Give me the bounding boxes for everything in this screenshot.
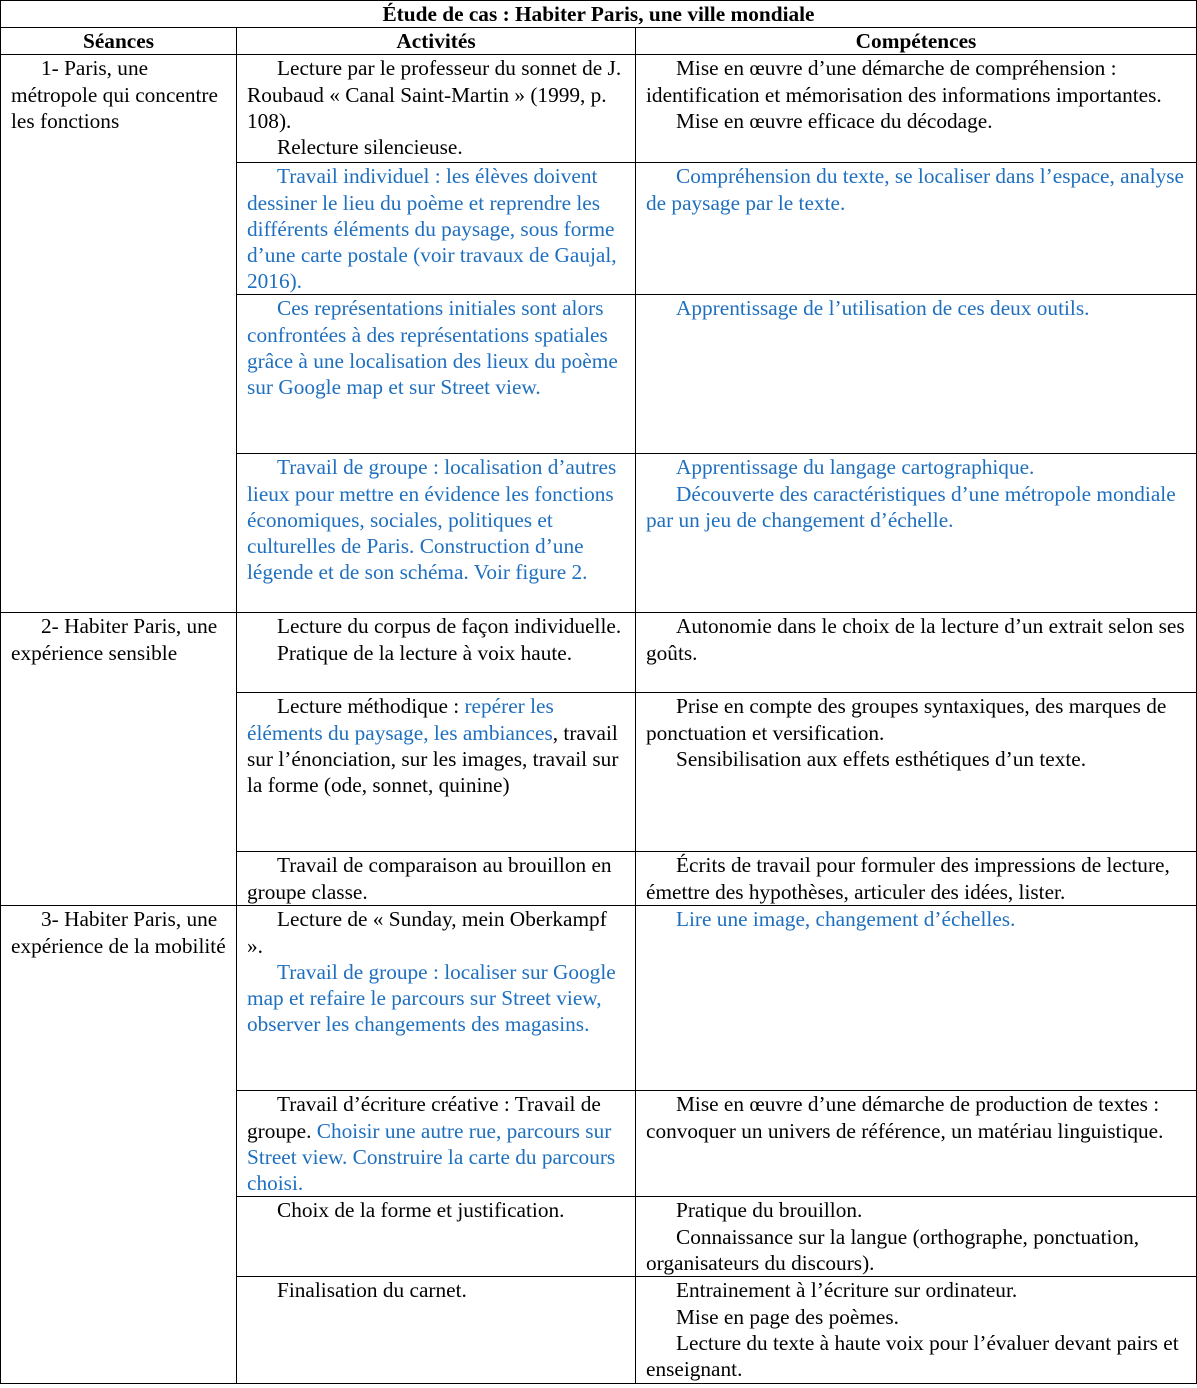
skill-cell: [636, 295, 1197, 454]
activity-text: Lecture méthodique :: [277, 694, 465, 719]
skill-paragraph: Entrainement à l’écriture sur ordinateur.: [676, 1278, 1018, 1303]
skill-cell: [636, 852, 1197, 906]
activity-text: , travail sur l’énonciation, sur les images, travail sur la forme (ode, sonnet, quinine): [247, 720, 619, 798]
skill-paragraph: Lecture du texte à haute voix pour l’évaluer devant pairs et enseignant.: [646, 1330, 1179, 1382]
activity-cell: [237, 1277, 636, 1384]
session-cell: [1, 906, 237, 1384]
activity-cell: [237, 1197, 636, 1277]
skill-cell: [636, 906, 1197, 1091]
activity-paragraph: Finalisation du carnet.: [277, 1278, 467, 1303]
skill-cell: [636, 1277, 1197, 1384]
activity-paragraph: Lecture de « Sunday, mein Oberkampf ».: [247, 907, 607, 958]
activity-paragraph: Travail individuel : les élèves doivent dessiner le lieu du poème et reprendre les différents éléments du paysage, sous forme d’une carte postale (voir travaux de Gaujal, 2016).: [247, 164, 617, 294]
table-row: [1, 906, 1197, 1091]
skill-cell: [636, 163, 1197, 295]
session-label: 3- Habiter Paris, une expérience de la mobilité: [11, 907, 226, 958]
activity-paragraph: Travail de groupe : localiser sur Google map et refaire le parcours sur Street view, observer les changements des magasins.: [247, 959, 616, 1037]
skill-cell: [636, 613, 1197, 693]
activity-cell: [237, 55, 636, 163]
activity-paragraph: Travail de groupe : localisation d’autres lieux pour mettre en évidence les fonctions économiques, sociales, politiques et culturelles de Paris. Construction d’une légende et de son schéma. Voir figure 2.: [247, 455, 617, 585]
skill-paragraph: Mise en page des poèmes.: [676, 1304, 899, 1329]
skill-paragraph: Prise en compte des groupes syntaxiques, des marques de ponctuation et versification.: [646, 694, 1167, 745]
activity-highlight: Choisir une autre rue, parcours sur Street view. Construire la carte du parcours choisi.: [247, 1118, 616, 1196]
activity-paragraph: Ces représentations initiales sont alors confrontées à des représentations spatiales grâce à une localisation des lieux du poème sur Google map et sur Street view.: [247, 296, 618, 400]
activity-cell: [237, 454, 636, 613]
activity-cell: [237, 613, 636, 693]
table-row: [1, 613, 1197, 693]
skill-paragraph: Mise en œuvre d’une démarche de compréhension : identification et mémorisation des informations importantes.: [646, 56, 1162, 107]
skill-paragraph: Connaissance sur la langue (orthographe, ponctuation, organisateurs du discours).: [646, 1224, 1140, 1275]
activity-highlight: repérer les éléments du paysage, les ambiances: [247, 694, 554, 745]
session-cell: [1, 613, 237, 906]
activity-paragraph: [247, 693, 625, 798]
activity-text: Travail d’écriture créative : Travail de groupe.: [247, 1092, 601, 1143]
session-label: 2- Habiter Paris, une expérience sensible: [11, 614, 218, 665]
table-title: Étude de cas : Habiter Paris, une ville mondiale: [1, 1, 1197, 28]
skill-paragraph: Mise en œuvre efficace du décodage.: [676, 108, 993, 133]
activity-cell: [237, 1091, 636, 1197]
table-row: [1, 55, 1197, 163]
column-header-sessions: Séances: [1, 28, 237, 55]
skill-paragraph: Sensibilisation aux effets esthétiques d’un texte.: [676, 746, 1087, 771]
skill-paragraph: Apprentissage de l’utilisation de ces deux outils.: [676, 296, 1090, 321]
activity-paragraph: Lecture du corpus de façon individuelle.: [277, 614, 622, 639]
skill-paragraph: Autonomie dans le choix de la lecture d’un extrait selon ses goûts.: [646, 614, 1185, 665]
activity-cell: [237, 693, 636, 852]
activity-paragraph: [247, 1091, 625, 1196]
activity-cell: [237, 852, 636, 906]
skill-cell: [636, 454, 1197, 613]
skill-paragraph: Écrits de travail pour formuler des impressions de lecture, émettre des hypothèses, articuler des idées, lister.: [646, 853, 1170, 904]
skill-paragraph: Lire une image, changement d’échelles.: [676, 907, 1016, 932]
skill-paragraph: Découverte des caractéristiques d’une métropole mondiale par un jeu de changement d’échelle.: [646, 481, 1176, 532]
session-label: 1- Paris, une métropole qui concentre les fonctions: [11, 56, 218, 133]
skill-paragraph: Mise en œuvre d’une démarche de production de textes : convoquer un univers de référence, un matériau linguistique.: [646, 1092, 1164, 1143]
skill-paragraph: Pratique du brouillon.: [676, 1198, 863, 1223]
activity-paragraph: Lecture par le professeur du sonnet de J. Roubaud « Canal Saint-Martin » (1999, p. 108).: [247, 56, 622, 133]
activity-paragraph: Travail de comparaison au brouillon en groupe classe.: [247, 853, 612, 904]
column-header-skills: Compétences: [636, 28, 1197, 55]
activity-cell: [237, 906, 636, 1091]
skill-paragraph: Compréhension du texte, se localiser dans l’espace, analyse de paysage par le texte.: [646, 164, 1184, 215]
activity-cell: [237, 163, 636, 295]
skill-cell: [636, 1091, 1197, 1197]
table-header-row: [1, 28, 1197, 55]
skill-paragraph: Apprentissage du langage cartographique.: [676, 455, 1035, 480]
activity-paragraph: Choix de la forme et justification.: [277, 1198, 565, 1223]
skill-cell: [636, 55, 1197, 163]
skill-cell: [636, 1197, 1197, 1277]
skill-cell: [636, 693, 1197, 852]
activity-cell: [237, 295, 636, 454]
column-header-activities: Activités: [237, 28, 636, 55]
table-title-row: [1, 1, 1197, 28]
activity-paragraph: Pratique de la lecture à voix haute.: [277, 640, 573, 665]
activity-paragraph: Relecture silencieuse.: [277, 135, 463, 160]
session-cell: [1, 55, 237, 613]
